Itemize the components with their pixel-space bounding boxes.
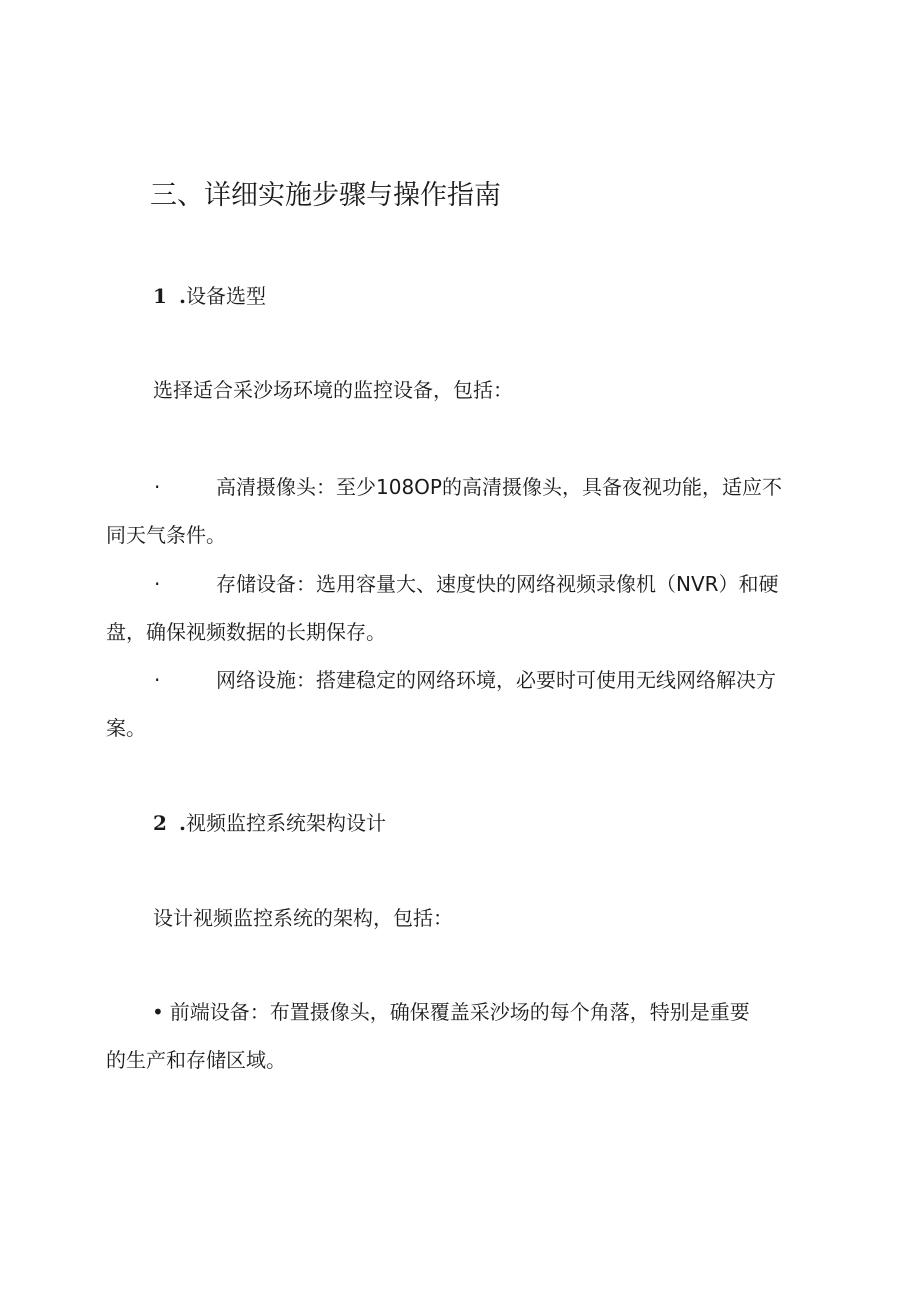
bullet-mark: •: [152, 1000, 164, 1024]
list-item: [106, 988, 826, 1084]
list-item: [106, 560, 826, 656]
subsection-dot: .: [179, 811, 186, 835]
list-item: [106, 656, 826, 752]
bullet-mark: ·: [154, 572, 161, 596]
subsection-title-text: 设备选型: [185, 284, 266, 308]
list-item-text: 前端设备：布置摄像头，确保覆盖采沙场的每个角落，特别是重要: [169, 1000, 750, 1024]
list-item-text-cont: 的生产和存储区域。: [106, 1048, 286, 1072]
list-item-text-cont: 同天气条件。: [106, 523, 226, 547]
bullet-mark: ·: [154, 475, 161, 499]
subsection-number: 2: [153, 811, 167, 835]
subsection-title-text: 视频监控系统架构设计: [185, 811, 386, 835]
intro-paragraph-1: 选择适合采沙场环境的监控设备，包括：: [153, 378, 513, 402]
list-item-text: 存储设备：选用容量大、速度快的网络视频录像机（NVR）和硬: [216, 572, 779, 596]
subsection-title-1: [153, 281, 266, 311]
list-item-text-cont: 盘，确保视频数据的长期保存。: [106, 620, 386, 644]
bullet-mark: ·: [154, 668, 161, 692]
section-heading: 三、详细实施步骤与操作指南: [150, 180, 501, 211]
list-item-text-cont: 案。: [106, 716, 146, 740]
subsection-dot: .: [179, 284, 186, 308]
list-item-text: 高清摄像头：至少108OP的高清摄像头，具备夜视功能，适应不: [216, 475, 782, 499]
list-item-text: 网络设施：搭建稳定的网络环境，必要时可使用无线网络解决方: [216, 668, 776, 692]
intro-paragraph-2: 设计视频监控系统的架构，包括：: [153, 906, 453, 930]
list-item: [106, 463, 826, 559]
subsection-number: 1: [153, 284, 167, 308]
subsection-title-2: [153, 808, 386, 838]
